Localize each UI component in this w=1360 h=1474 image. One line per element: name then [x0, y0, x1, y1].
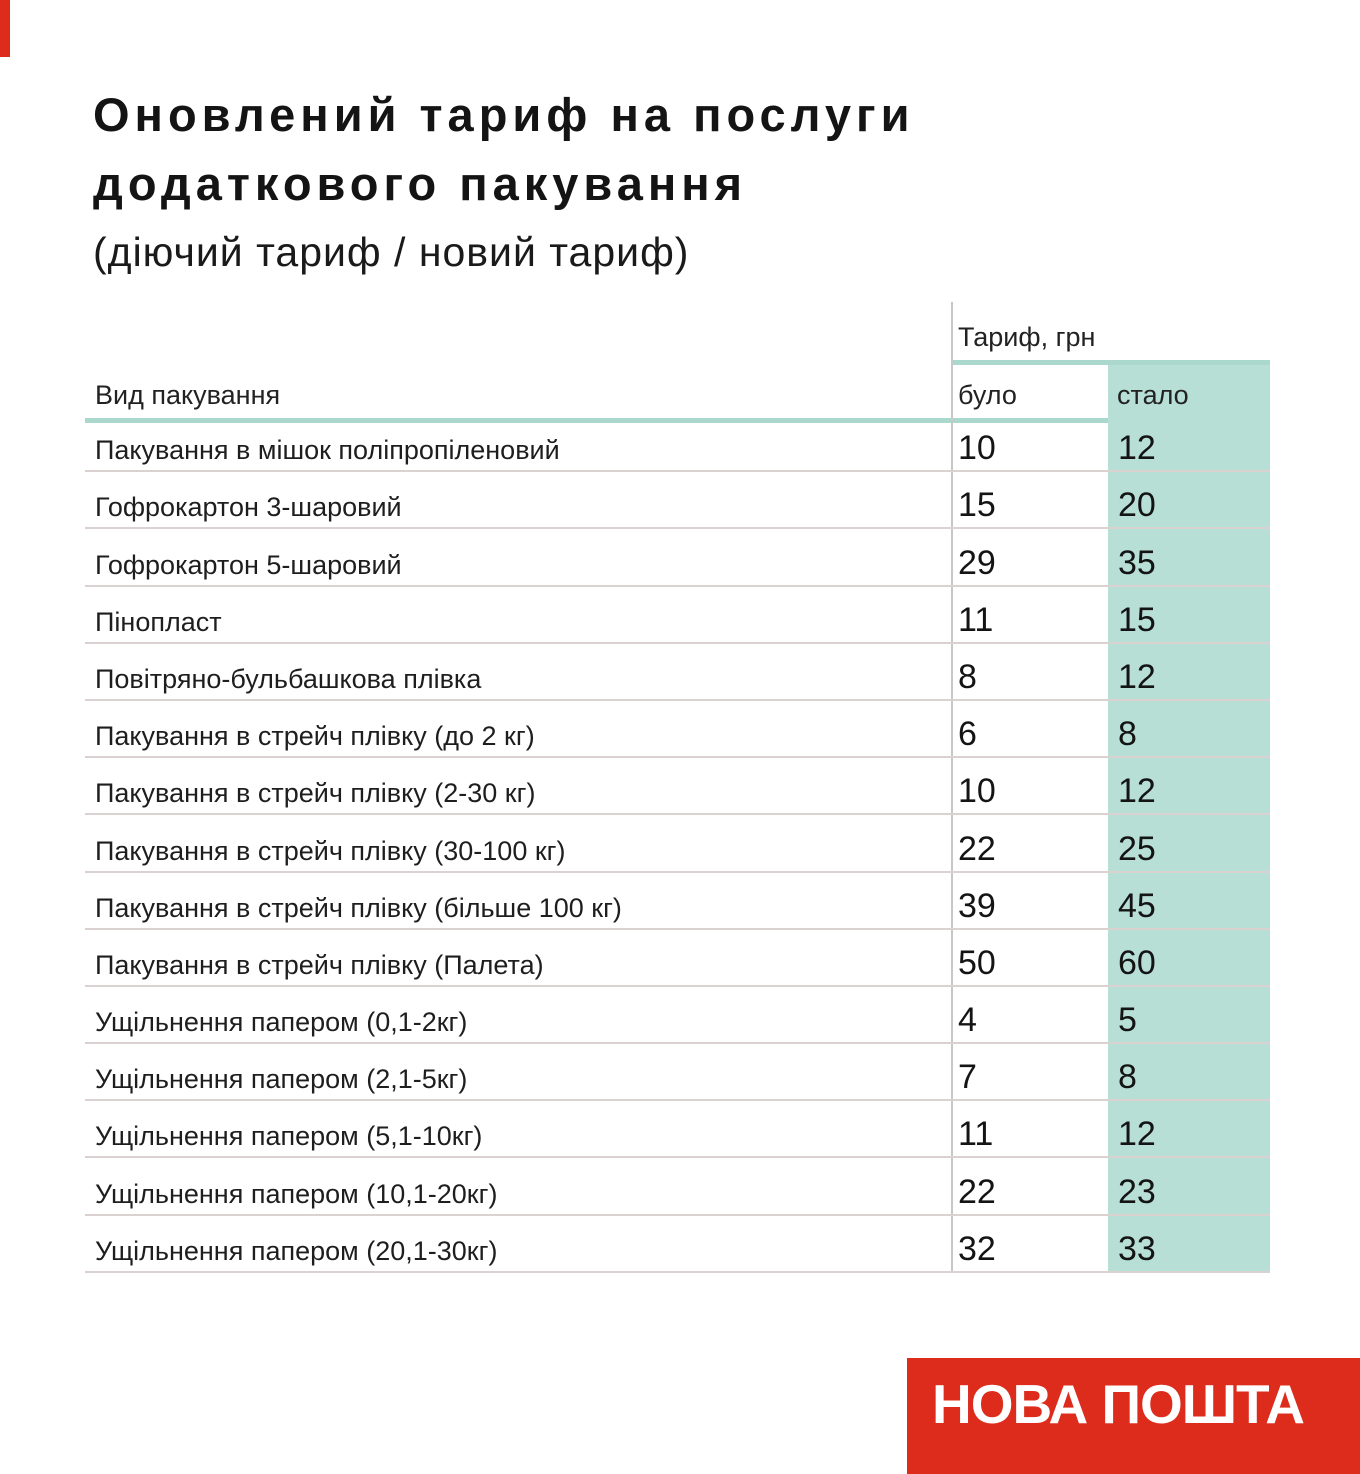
- packaging-type-label: Пінопласт: [95, 606, 222, 637]
- table-row: [85, 1044, 1270, 1101]
- packaging-type-label: Пакування в стрейч плівку (Палета): [95, 949, 544, 980]
- was-value: 7: [958, 1058, 977, 1097]
- table-row: [85, 1101, 1270, 1158]
- table-row: [85, 529, 1270, 586]
- table-row: [85, 987, 1270, 1044]
- now-value: 5: [1118, 1001, 1137, 1040]
- table-row: [85, 930, 1270, 987]
- was-value: 22: [958, 829, 996, 868]
- column-header-now: стало: [1117, 380, 1189, 410]
- now-value: 12: [1118, 429, 1156, 468]
- now-value: 15: [1118, 600, 1156, 639]
- was-value: 8: [958, 657, 977, 696]
- now-value: 12: [1118, 1115, 1156, 1154]
- was-value: 10: [958, 429, 996, 468]
- packaging-type-label: Пакування в стрейч плівку (до 2 кг): [95, 721, 535, 752]
- packaging-type-label: Ущільнення папером (2,1-5кг): [95, 1064, 468, 1095]
- was-value: 22: [958, 1172, 996, 1211]
- was-value: 39: [958, 886, 996, 925]
- table-row: [85, 815, 1270, 872]
- packaging-type-label: Пакування в стрейч плівку (більше 100 кг): [95, 892, 622, 923]
- column-header-was: було: [958, 380, 1017, 410]
- page-title: [93, 80, 915, 218]
- was-value: 15: [958, 486, 996, 525]
- was-value: 10: [958, 772, 996, 811]
- nova-poshta-logo: [907, 1358, 1360, 1474]
- packaging-type-label: Ущільнення папером (0,1-2кг): [95, 1007, 468, 1038]
- now-value: 23: [1118, 1172, 1156, 1211]
- was-value: 11: [958, 600, 994, 639]
- was-value: 6: [958, 715, 977, 754]
- packaging-type-label: Пакування в стрейч плівку (30-100 кг): [95, 835, 566, 866]
- table-row: [85, 701, 1270, 758]
- table-row: [85, 587, 1270, 644]
- column-header-packaging-type: Вид пакування: [95, 380, 281, 410]
- now-value: 60: [1118, 943, 1156, 982]
- table-row: [85, 873, 1270, 930]
- now-value: 45: [1118, 886, 1156, 925]
- table-row: [85, 1216, 1270, 1273]
- packaging-type-label: Ущільнення папером (20,1-30кг): [95, 1235, 498, 1266]
- packaging-type-label: Пакування в мішок поліпропіленовий: [95, 435, 560, 466]
- column-group-header: Тариф, грн: [958, 322, 1096, 352]
- now-value: 12: [1118, 657, 1156, 696]
- was-value: 4: [958, 1001, 977, 1040]
- table-row: [85, 1158, 1270, 1215]
- packaging-type-label: Гофрокартон 3-шаровий: [95, 492, 402, 523]
- table-rows: [85, 415, 1270, 1273]
- packaging-type-label: Ущільнення папером (10,1-20кг): [95, 1178, 498, 1209]
- nova-poshta-logo-text: НОВА ПОШТА: [932, 1373, 1304, 1435]
- red-corner-strip: [0, 0, 10, 57]
- packaging-type-label: Гофрокартон 5-шаровий: [95, 549, 402, 580]
- was-value: 32: [958, 1229, 996, 1268]
- page-title-line2: додаткового пакування: [93, 157, 748, 210]
- now-value: 33: [1118, 1229, 1156, 1268]
- table-row: [85, 472, 1270, 529]
- table-row: [85, 415, 1270, 472]
- now-value: 12: [1118, 772, 1156, 811]
- now-value: 8: [1118, 1058, 1137, 1097]
- page-title-line1: Оновлений тариф на послуги: [93, 88, 915, 141]
- was-value: 11: [958, 1115, 994, 1154]
- packaging-type-label: Повітряно-бульбашкова плівка: [95, 663, 482, 694]
- table-row: [85, 644, 1270, 701]
- packaging-type-label: Ущільнення папером (5,1-10кг): [95, 1121, 483, 1152]
- packaging-type-label: Пакування в стрейч плівку (2-30 кг): [95, 778, 536, 809]
- now-value: 8: [1118, 715, 1137, 754]
- now-value: 35: [1118, 543, 1156, 582]
- tariff-group-top-border: [951, 360, 1270, 365]
- now-value: 20: [1118, 486, 1156, 525]
- page-subtitle: (діючий тариф / новий тариф): [93, 229, 690, 275]
- now-value: 25: [1118, 829, 1156, 868]
- was-value: 29: [958, 543, 996, 582]
- was-value: 50: [958, 943, 996, 982]
- table-row: [85, 758, 1270, 815]
